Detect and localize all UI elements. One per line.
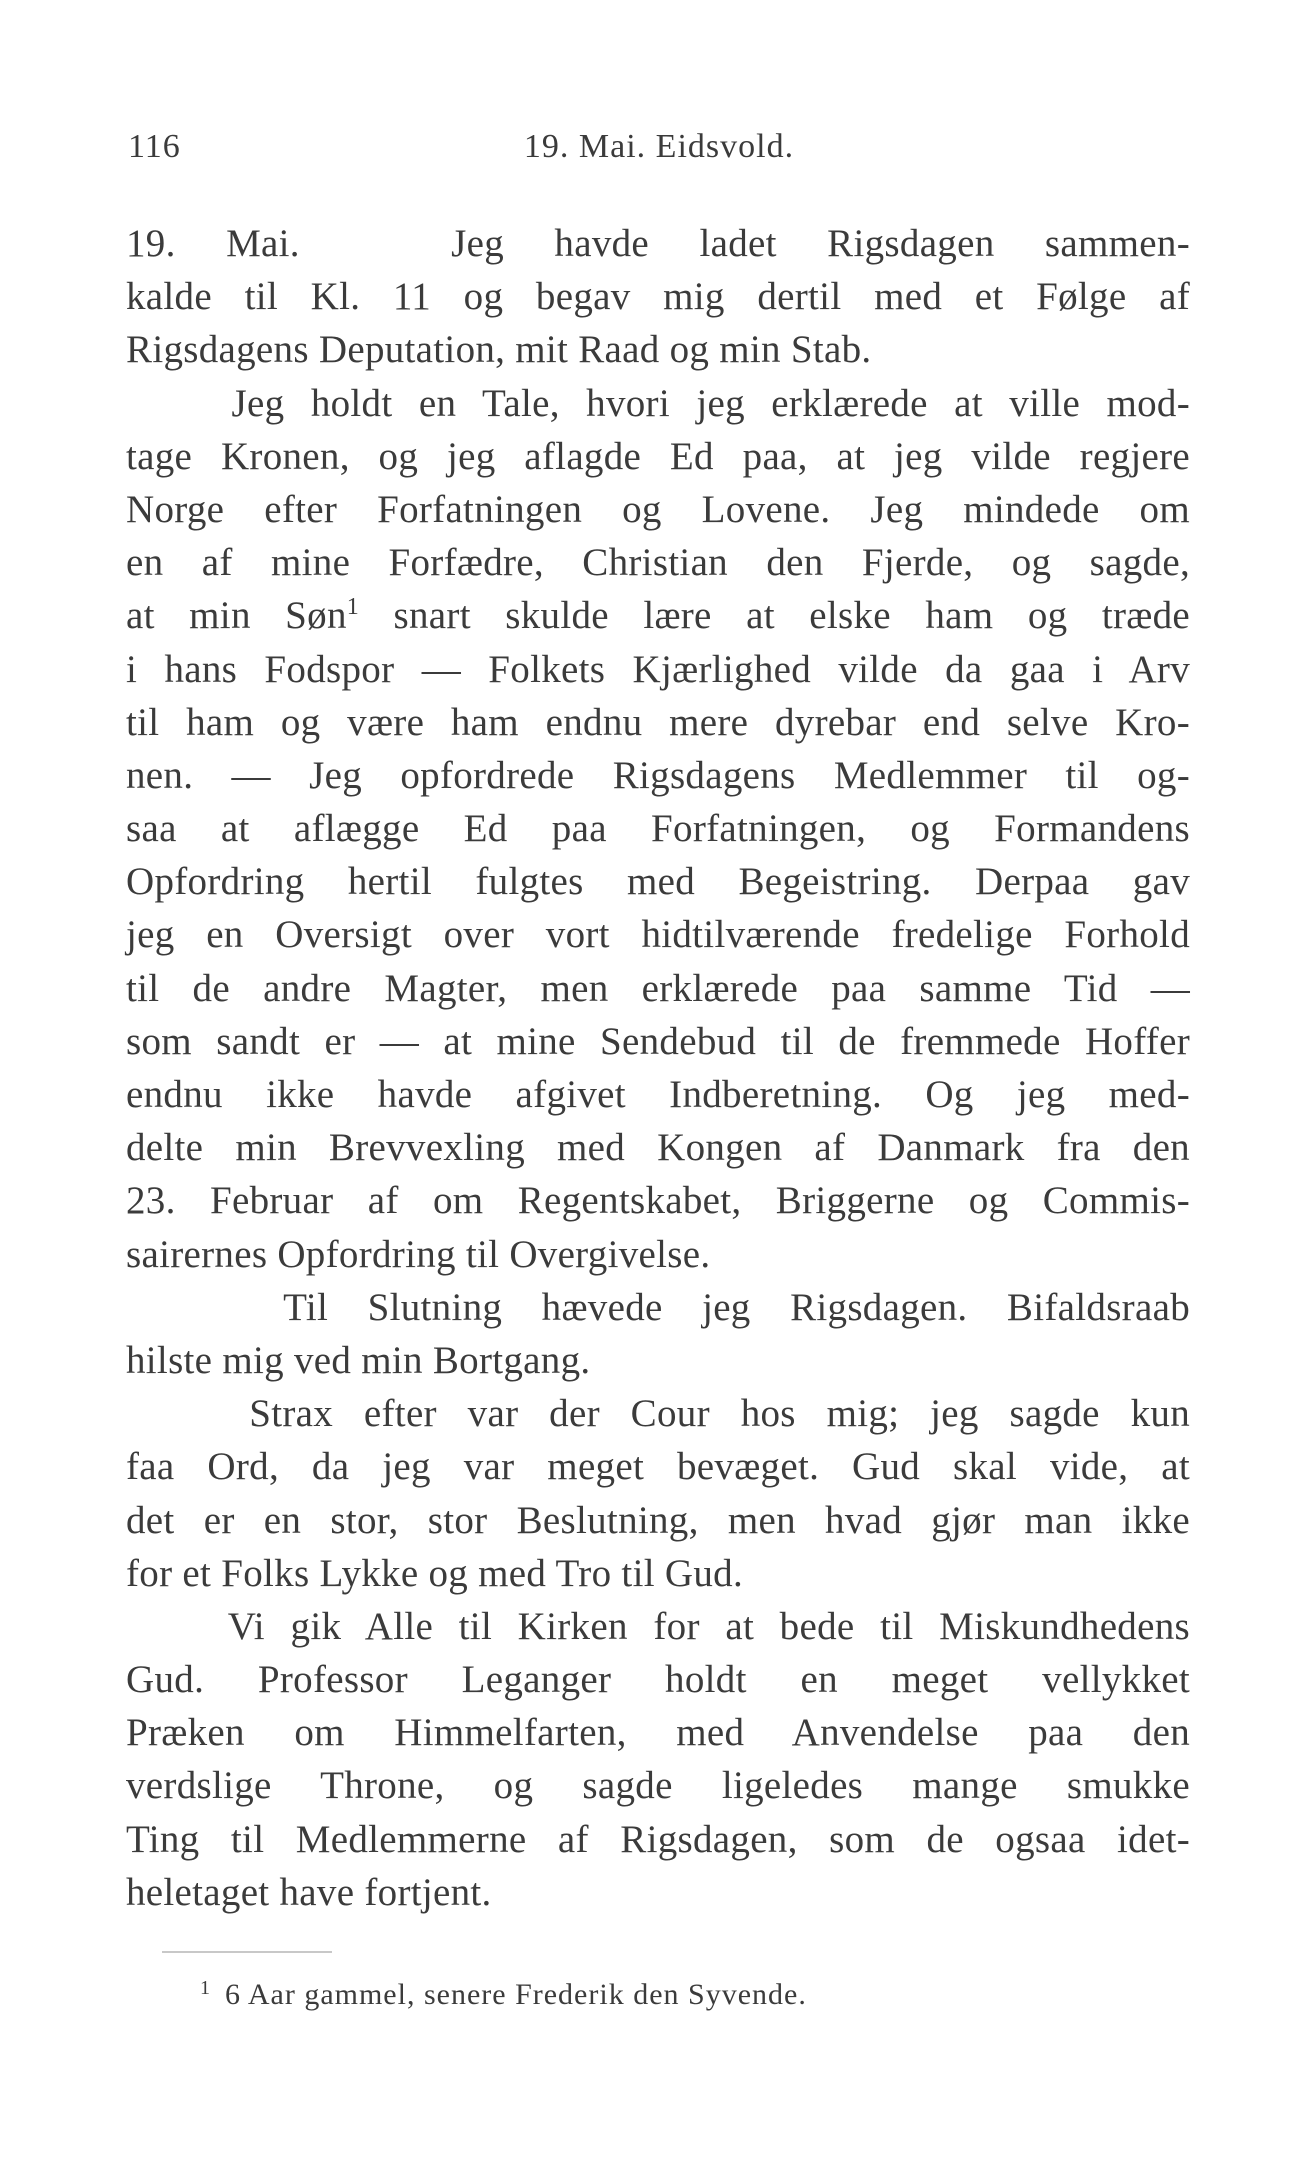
text-line (126, 855, 1190, 908)
line-text: Til Slutning hævede jeg Rigsdagen. Bifaldsraab (126, 1285, 1190, 1329)
text-line (126, 1174, 1190, 1227)
footnote-rule (162, 1951, 332, 1953)
line-text: Vi gik Alle til Kirken for at bede til Miskundhedens (126, 1604, 1190, 1648)
text-line (126, 1281, 1190, 1334)
line-text: nen. — Jeg opfordrede Rigsdagens Medlemmer til og- (126, 753, 1190, 797)
text-line (126, 1068, 1190, 1121)
text-line (126, 962, 1190, 1015)
text-line (126, 430, 1190, 483)
text-line (126, 1866, 1190, 1919)
line-text: sairernes Opfordring til Overgivelse. (126, 1232, 711, 1276)
line-text: faa Ord, da jeg var meget bevæget. Gud skal vide, at (126, 1445, 1190, 1489)
text-line (126, 1387, 1190, 1440)
line-text: en af mine Forfædre, Christian den Fjerde, og sagde, (126, 541, 1190, 585)
footnote-reference: 1 (346, 594, 360, 621)
line-text: det er en stor, stor Beslutning, men hvad gjør man ikke (126, 1498, 1190, 1542)
line-text: Rigsdagens Deputation, mit Raad og min Stab. (126, 328, 872, 372)
footnote-text: 6 Aar gammel, senere Frederik den Syvende. (225, 1978, 807, 2011)
text-line (126, 323, 1190, 376)
text-line (126, 1653, 1190, 1706)
text-line (126, 696, 1190, 749)
line-text: i hans Fodspor — Folkets Kjærlighed vilde da gaa i Arv (126, 647, 1190, 691)
text-line (126, 1121, 1190, 1174)
line-text: kalde til Kl. 11 og begav mig dertil med et Følge af (126, 275, 1190, 319)
footnote-marker: 1 (200, 1977, 211, 1999)
text-line (126, 1813, 1190, 1866)
text-line (126, 1759, 1190, 1812)
line-text: Opfordring hertil fulgtes med Begeistring. Derpaa gav (126, 860, 1190, 904)
footnote (200, 1978, 807, 2012)
line-text-continued: snart skulde lære at elske ham og træde (359, 594, 1190, 638)
text-line (126, 1494, 1190, 1547)
text-line (126, 643, 1190, 696)
line-text: Jeg holdt en Tale, hvori jeg erklærede at ville mod- (126, 381, 1190, 425)
line-text: heletaget have fortjent. (126, 1870, 492, 1914)
page-header (128, 128, 1190, 176)
line-text: til de andre Magter, men erklærede paa samme Tid — (126, 966, 1190, 1010)
line-text: delte min Brevvexling med Kongen af Danmark fra den (126, 1126, 1190, 1170)
text-line (126, 483, 1190, 536)
line-text: for et Folks Lykke og med Tro til Gud. (126, 1551, 744, 1595)
text-line (126, 377, 1190, 430)
text-line (126, 217, 1190, 270)
text-line (126, 1547, 1190, 1600)
text-line (126, 1015, 1190, 1068)
line-text: jeg en Oversigt over vort hidtilværende fredelige Forhold (126, 913, 1190, 957)
running-head: 19. Mai. Eidsvold. (523, 128, 795, 165)
line-text: Strax efter var der Cour hos mig; jeg sagde kun (126, 1392, 1190, 1436)
text-line (126, 749, 1190, 802)
line-text: endnu ikke havde afgivet Indberetning. Og jeg med- (126, 1073, 1190, 1116)
line-text: 19. Mai. Jeg havde ladet Rigsdagen sammen- (126, 222, 1190, 265)
line-text: tage Kronen, og jeg aflagde Ed paa, at jeg vilde regjere (126, 434, 1190, 478)
text-line (126, 1228, 1190, 1281)
line-text: Præken om Himmelfarten, med Anvendelse paa den (126, 1711, 1190, 1755)
text-line (126, 802, 1190, 855)
line-text: som sandt er — at mine Sendebud til de fremmede Hoffer (126, 1019, 1190, 1063)
line-text: verdslige Throne, og sagde ligeledes mange smukke (126, 1764, 1190, 1808)
line-text: Gud. Professor Leganger holdt en meget vellykket (126, 1658, 1190, 1702)
text-line (126, 1334, 1190, 1387)
line-text: at min Søn (126, 594, 347, 638)
line-text: saa at aflægge Ed paa Forfatningen, og Formandens (126, 807, 1190, 851)
page-number: 116 (128, 128, 181, 165)
line-text: hilste mig ved min Bortgang. (126, 1338, 591, 1382)
text-line (126, 1600, 1190, 1653)
line-text: til ham og være ham endnu mere dyrebar end selve Kro- (126, 700, 1190, 744)
text-line (126, 1706, 1190, 1759)
text-line (126, 908, 1190, 961)
body-text (126, 217, 1190, 1919)
text-line (126, 589, 1190, 642)
line-text: Norge efter Forfatningen og Lovene. Jeg mindede om (126, 487, 1190, 531)
text-line (126, 536, 1190, 589)
line-text: Ting til Medlemmerne af Rigsdagen, som de ogsaa idet- (126, 1817, 1190, 1861)
text-line (126, 270, 1190, 323)
text-line (126, 1440, 1190, 1493)
line-text: 23. Februar af om Regentskabet, Briggerne og Commis- (126, 1179, 1190, 1223)
